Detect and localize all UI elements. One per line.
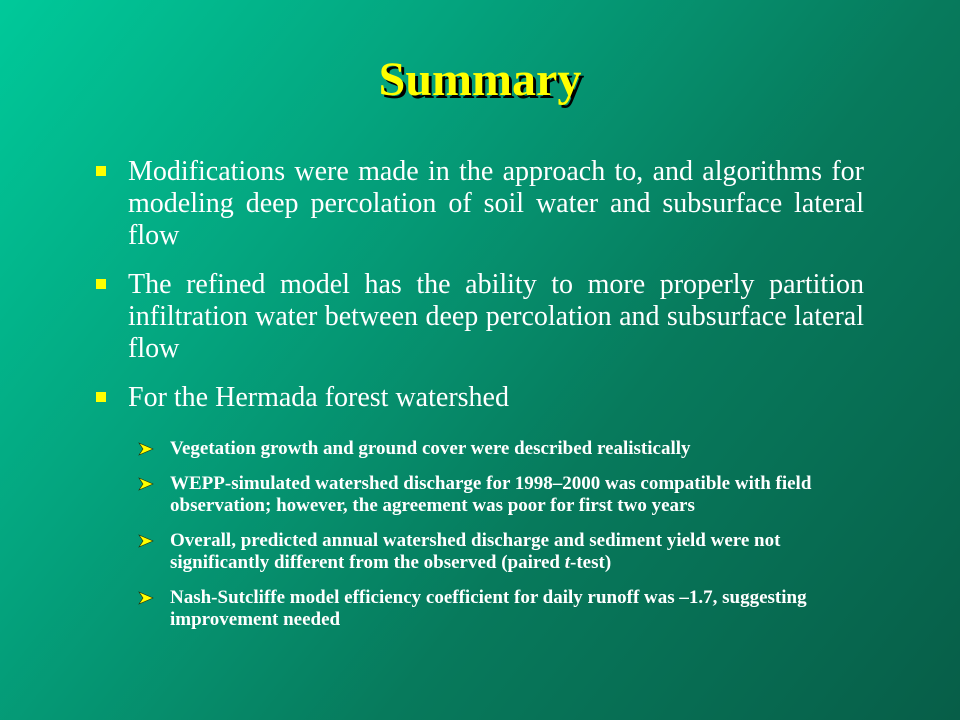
- bullet-item: [94, 382, 864, 414]
- sub-bullet-text: WEPP-simulated watershed discharge for 1998–2000 was compatible with field observation; however, the agreement was poor for first two years: [170, 473, 812, 516]
- bullet-item: [94, 156, 864, 252]
- square-bullet-icon: [96, 392, 106, 402]
- arrow-bullet-icon: [138, 590, 154, 606]
- arrow-bullet-icon: [138, 441, 154, 457]
- arrow-bullet-icon: [138, 533, 154, 549]
- bullet-item: [94, 269, 864, 365]
- bullet-text: Modifications were made in the approach to, and algorithms for modeling deep percolation of soil water and subsurface lateral flow: [128, 156, 864, 251]
- sub-bullet-item: [138, 473, 858, 517]
- sub-bullet-item: [138, 530, 858, 574]
- sub-bullet-text: Vegetation growth and ground cover were described realistically: [170, 438, 691, 459]
- bullet-text: The refined model has the ability to more properly partition infiltration water between deep percolation and subsurface lateral flow: [128, 269, 864, 364]
- sub-bullet-text: [170, 530, 780, 573]
- sub-bullet-text-before: Overall, predicted annual watershed discharge and sediment yield were not significantly different from the observed (paired: [170, 530, 781, 573]
- square-bullet-icon: [96, 166, 106, 176]
- bullet-list: [94, 156, 864, 431]
- square-bullet-icon: [96, 279, 106, 289]
- arrow-bullet-icon: [138, 476, 154, 492]
- sub-bullet-item: [138, 438, 858, 460]
- sub-bullet-item: [138, 587, 858, 631]
- sub-bullet-list: [138, 438, 858, 644]
- sub-bullet-text-after: -test): [570, 552, 612, 573]
- slide-title: Summary: [378, 53, 582, 106]
- t-test-italic: t: [564, 552, 571, 573]
- sub-bullet-text: Nash-Sutcliffe model efficiency coefficient for daily runoff was –1.7, suggesting improvement needed: [170, 587, 807, 630]
- bullet-text: For the Hermada forest watershed: [128, 382, 509, 413]
